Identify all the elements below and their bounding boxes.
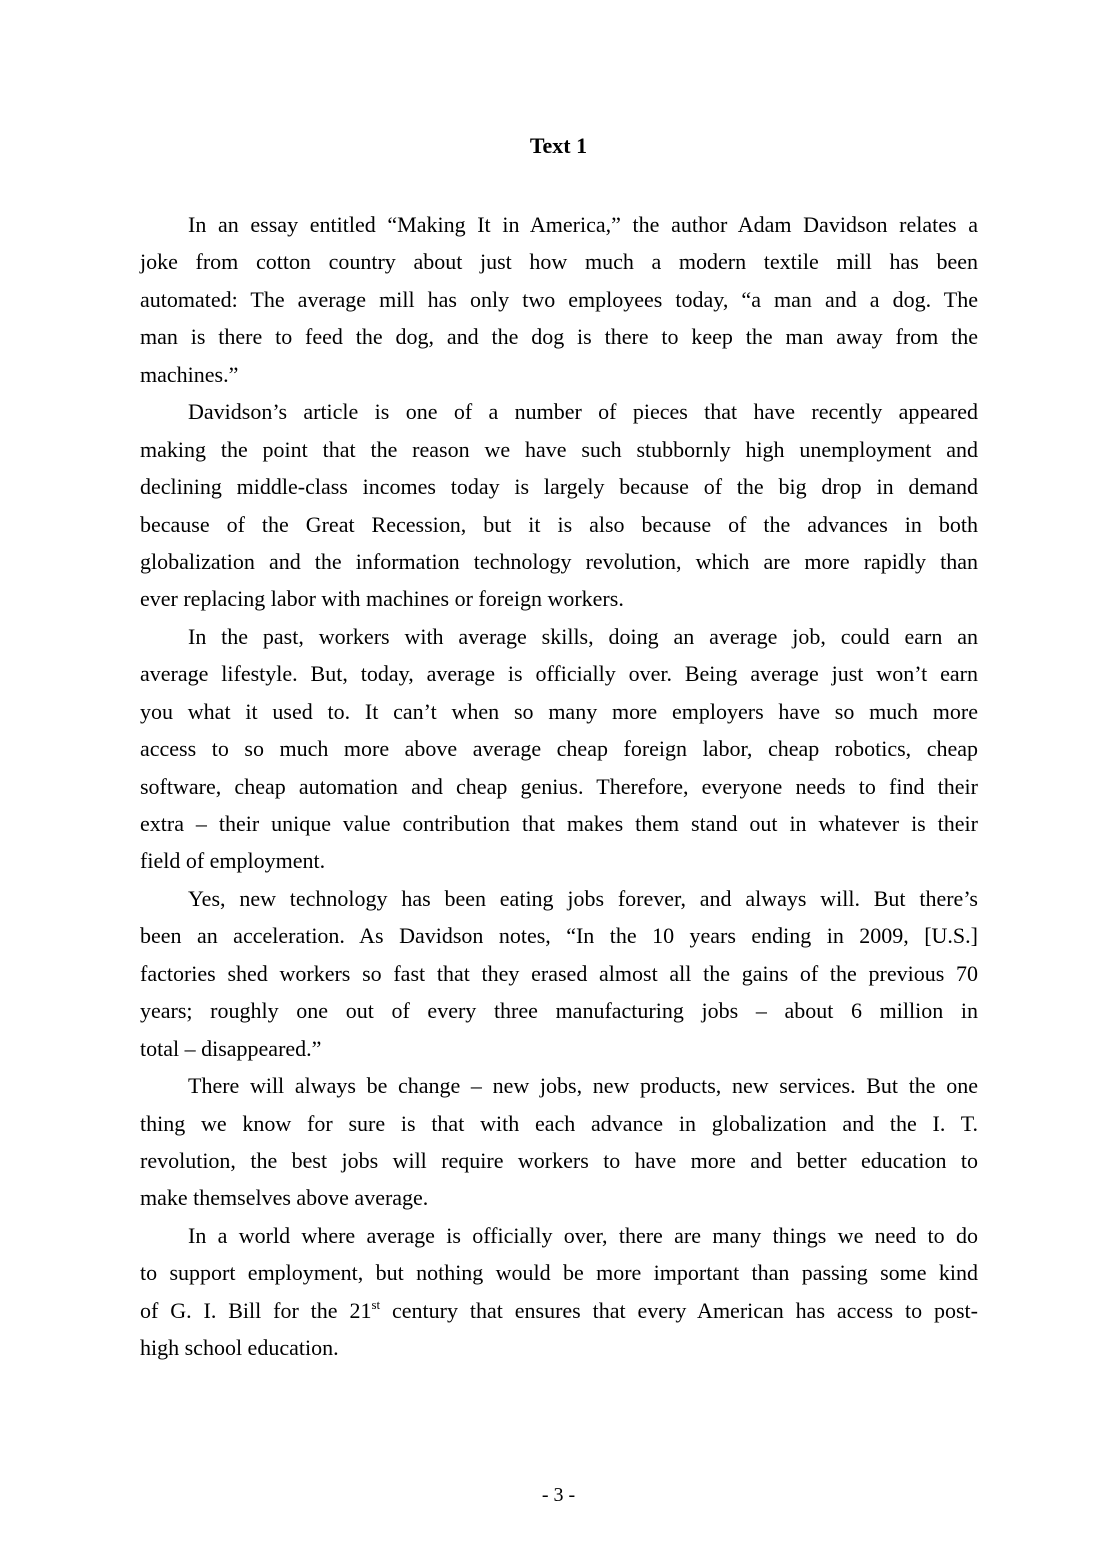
- text-line: automated: The average mill has only two employees today, “a man and a dog. The: [140, 286, 978, 312]
- text-line: globalization and the information technology revolution, which are more rapidly than: [140, 548, 978, 574]
- text-line: [140, 1295, 978, 1332]
- text-line: been an acceleration. As Davidson notes, “In the 10 years ending in 2009, [U.S.]: [140, 923, 978, 949]
- text-line: you what it used to. It can’t when so many more employers have so much more: [140, 698, 978, 724]
- text-line: ever replacing labor with machines or foreign workers.: [140, 586, 624, 612]
- document-body: [140, 209, 978, 1370]
- text-line: There will always be change – new jobs, new products, new services. But the one: [188, 1073, 978, 1099]
- text-line: extra – their unique value contribution that makes them stand out in whatever is their: [140, 811, 978, 836]
- document-title: Text 1: [529, 133, 588, 158]
- paragraph: [140, 1220, 978, 1370]
- paragraph: [140, 1070, 978, 1220]
- text-line: software, cheap automation and cheap genius. Therefore, everyone needs to find their: [140, 773, 978, 799]
- text-line: access to so much more above average cheap foreign labor, cheap robotics, cheap: [140, 736, 978, 762]
- text-line: average lifestyle. But, today, average is officially over. Being average just won’t earn: [140, 661, 978, 687]
- paragraph: [140, 396, 978, 621]
- text-segment: century that ensures that every American has access to post-: [380, 1297, 978, 1323]
- text-line: Davidson’s article is one of a number of pieces that have recently appeared: [188, 399, 978, 425]
- text-line: Yes, new technology has been eating jobs forever, and always will. But there’s: [188, 885, 978, 911]
- text-line: making the point that the reason we have such stubbornly high unemployment and: [140, 436, 978, 462]
- text-line: In the past, workers with average skills, doing an average job, could earn an: [188, 623, 978, 649]
- text-line: make themselves above average.: [140, 1185, 429, 1211]
- text-line: factories shed workers so fast that they erased almost all the gains of the previous 70: [140, 960, 978, 986]
- text-line: revolution, the best jobs will require workers to have more and better education to: [140, 1147, 978, 1173]
- text-line: In a world where average is officially over, there are many things we need to do: [188, 1222, 978, 1248]
- paragraph: [140, 621, 978, 883]
- text-line: total – disappeared.”: [140, 1035, 322, 1061]
- paragraph: [140, 209, 978, 396]
- text-line: thing we know for sure is that with each advance in globalization and the I. T.: [140, 1110, 978, 1136]
- page-number: - 3 -: [541, 1484, 576, 1506]
- paragraph: [140, 883, 978, 1070]
- text-line: joke from cotton country about just how much a modern textile mill has been: [140, 249, 978, 275]
- text-segment: of G. I. Bill for the 21: [140, 1297, 372, 1323]
- text-line: high school education.: [140, 1335, 339, 1361]
- text-line: declining middle-class incomes today is largely because of the big drop in demand: [140, 474, 978, 500]
- text-line: In an essay entitled “Making It in America,” the author Adam Davidson relates a: [188, 212, 978, 237]
- superscript: st: [371, 1296, 381, 1312]
- text-line: man is there to feed the dog, and the dog is there to keep the man away from the: [140, 324, 978, 350]
- text-line: machines.”: [140, 361, 239, 387]
- text-line: years; roughly one out of every three manufacturing jobs – about 6 million in: [140, 998, 978, 1024]
- text-line: to support employment, but nothing would be more important than passing some kind: [140, 1260, 978, 1286]
- text-line: because of the Great Recession, but it is also because of the advances in both: [140, 511, 978, 537]
- text-line: field of employment.: [140, 848, 326, 874]
